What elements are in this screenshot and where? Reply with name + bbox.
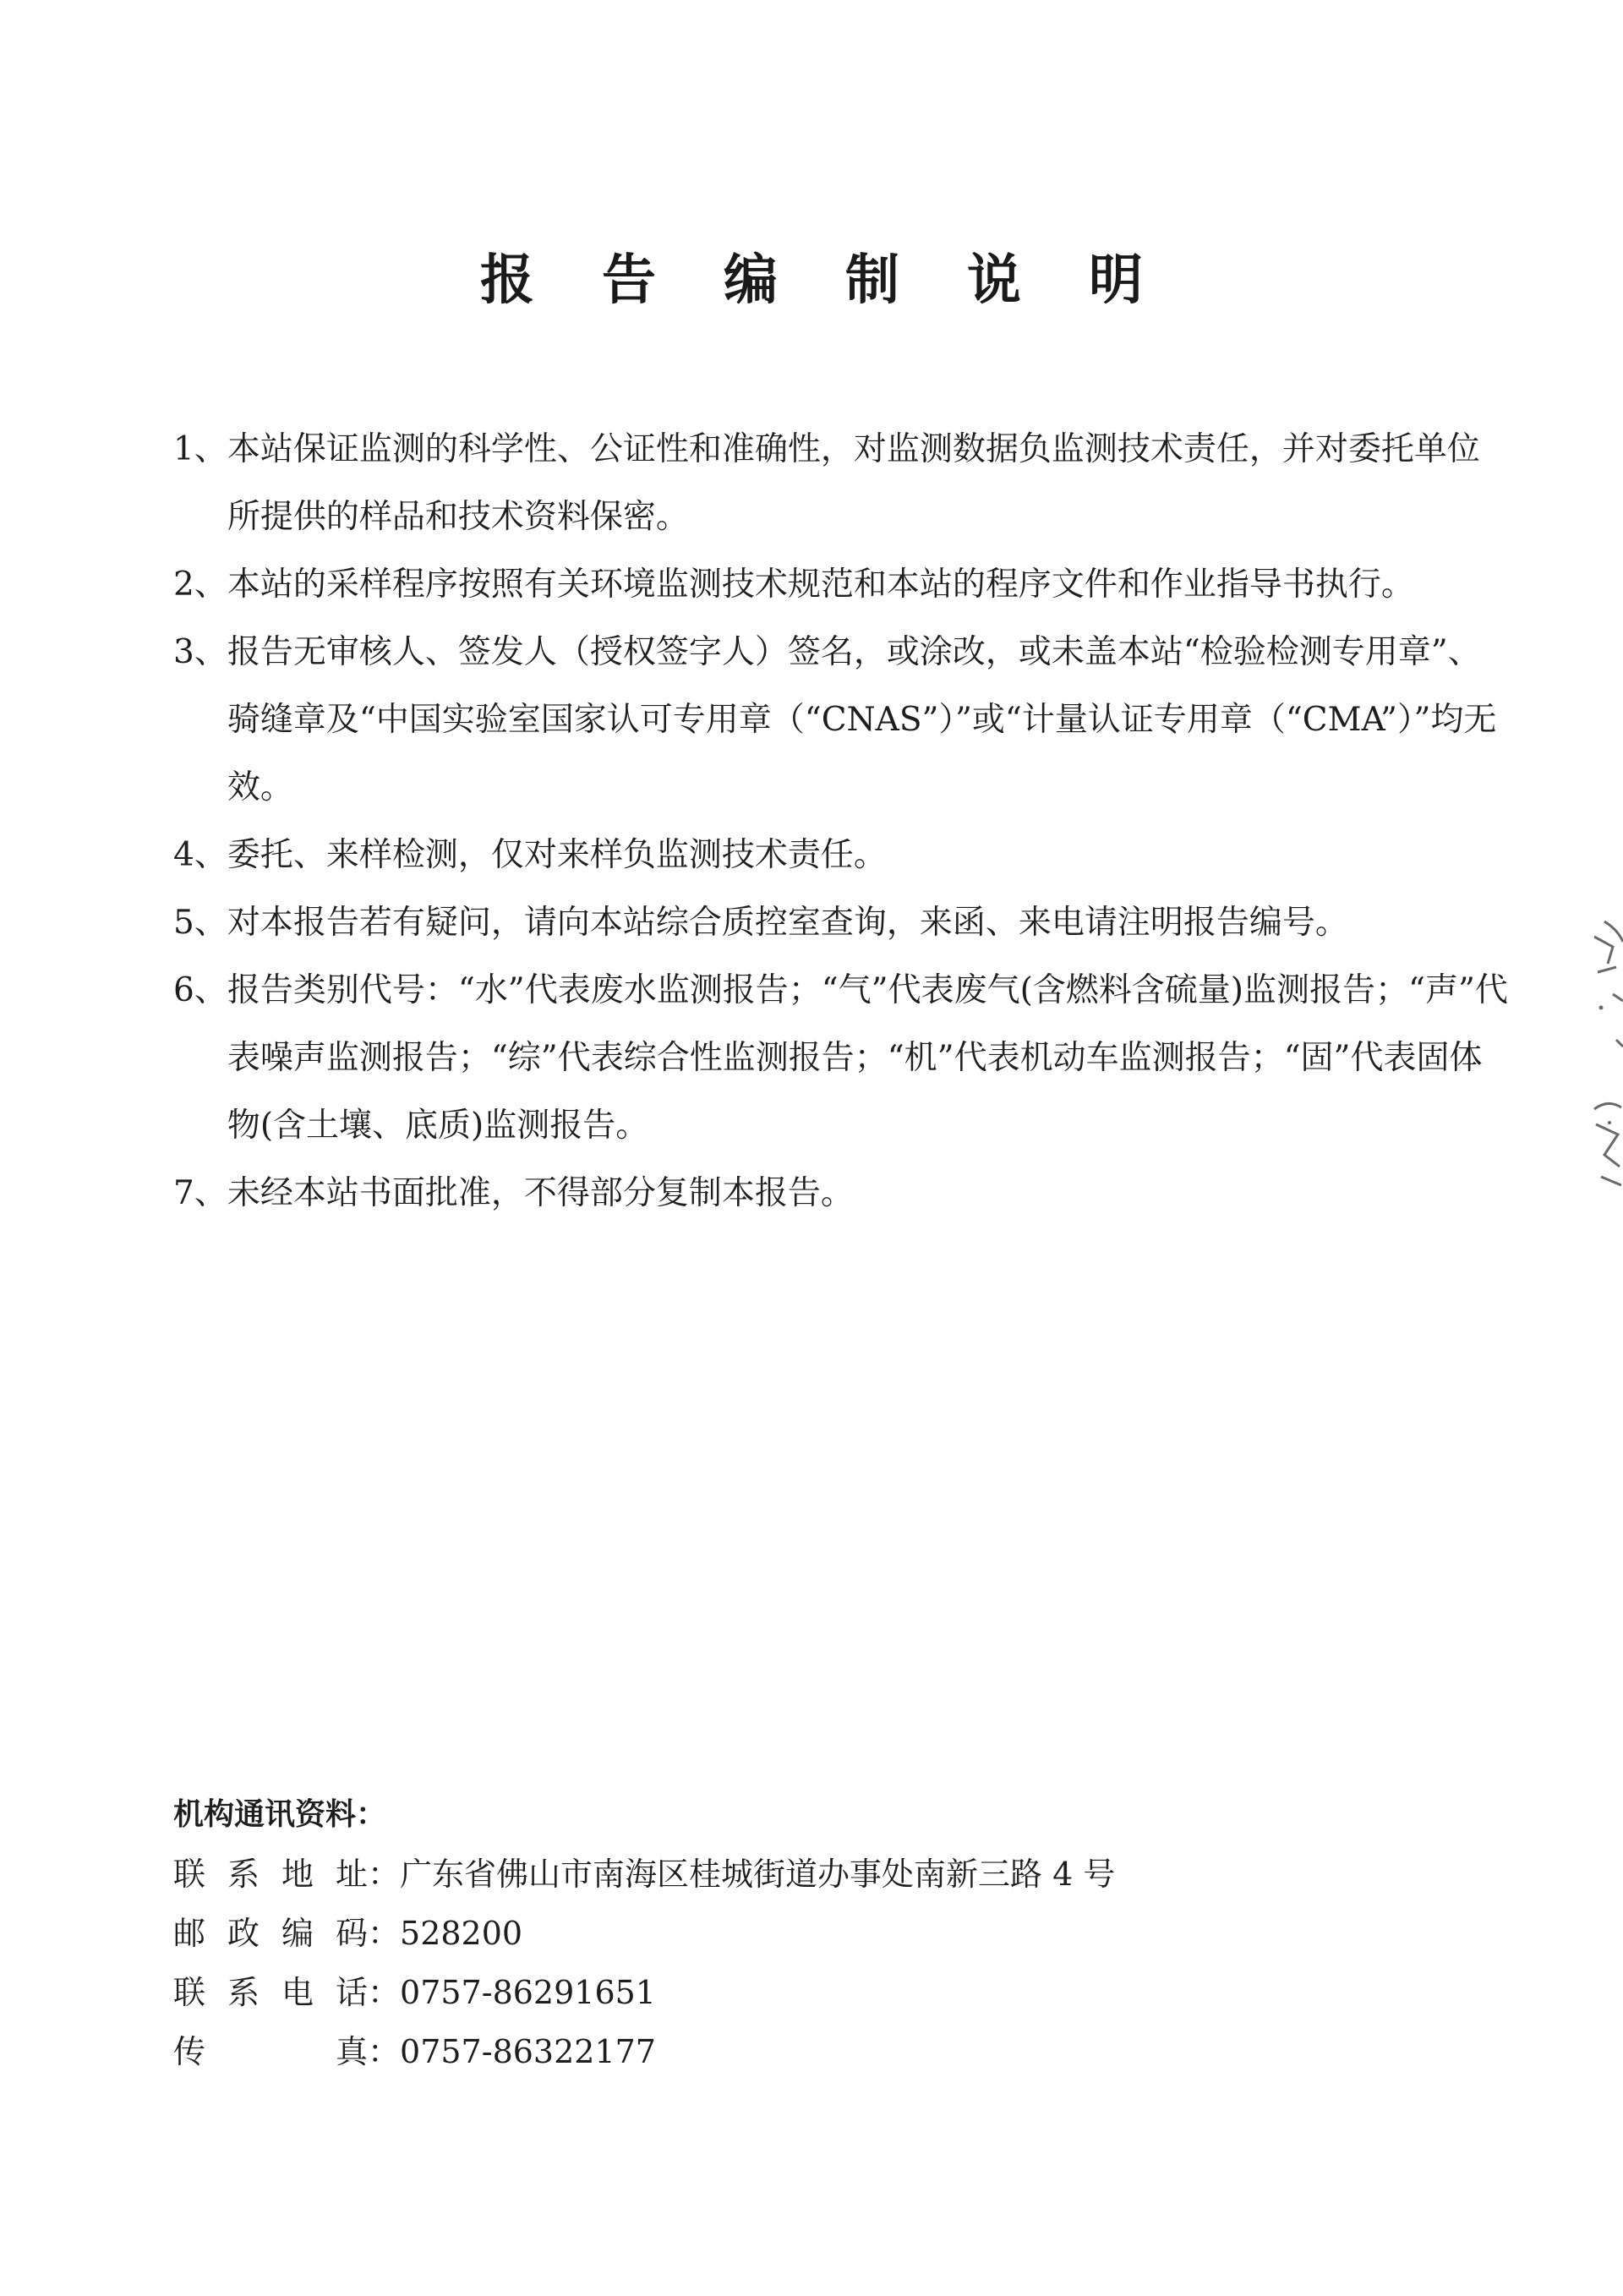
note-number: 6、 [173,971,227,1009]
note-item-4 [173,822,1509,889]
contact-separator: ： [368,1915,401,1952]
note-item-2 [173,551,1509,619]
contact-heading: 机构通讯资料： [173,1797,387,1832]
note-text: 报告类别代号：“水”代表废水监测报告；“气”代表废气(含燃料含硫量)监测报告；“声”代表噪声监测报告；“综”代表综合性监测报告；“机”代表机动车监测报告；“固”代表固体物(含土壤、底质)监测报告。 [227,971,1508,1145]
note-text: 报告无审核人、签发人（授权签字人）签名，或涂改，或未盖本站“检验检测专用章”、骑缝章及“中国实验室国家认可专用章（“CNAS”）”或“计量认证专用章（“CMA”）”均无效。 [227,633,1497,806]
contact-row-postcode [173,1904,1357,1963]
note-item-3 [173,619,1509,822]
contact-row-fax [173,2022,1357,2081]
contact-row-address [173,1845,1357,1904]
note-number: 5、 [173,904,227,942]
contact-value: 广东省佛山市南海区桂城街道办事处南新三路 4 号 [400,1856,1116,1893]
note-number: 3、 [173,633,227,671]
note-number: 7、 [173,1174,227,1212]
page-title: 报告编制说明 [480,249,1210,312]
note-text: 本站保证监测的科学性、公证性和准确性，对监测数据负监测技术责任，并对委托单位所提供的样品和技术资料保密。 [227,430,1480,536]
seam-stamp-fragment [1579,913,1623,1217]
notes-list [173,416,1509,1227]
contact-value: 0757-86322177 [400,2033,656,2070]
contact-section [173,1785,1357,2081]
note-text: 委托、来样检测，仅对来样负监测技术责任。 [227,836,887,874]
contact-label: 传真 [173,2033,368,2070]
note-item-5 [173,889,1509,957]
contact-label: 联系电话 [173,1974,368,2011]
note-item-1 [173,416,1509,551]
note-item-7 [173,1160,1509,1227]
contact-separator: ： [368,2033,401,2070]
contact-separator: ： [368,1856,401,1893]
note-number: 2、 [173,566,227,604]
contact-label: 邮政编码 [173,1915,368,1952]
contact-value: 528200 [400,1915,523,1952]
note-number: 1、 [173,430,227,468]
contact-value: 0757-86291651 [400,1974,656,2011]
contact-separator: ： [368,1974,401,2011]
contact-row-phone [173,1963,1357,2022]
note-text: 本站的采样程序按照有关环境监测技术规范和本站的程序文件和作业指导书执行。 [227,566,1414,604]
note-text: 对本报告若有疑问，请向本站综合质控室查询，来函、来电请注明报告编号。 [227,904,1348,942]
note-text: 未经本站书面批准，不得部分复制本报告。 [227,1174,854,1212]
contact-label: 联系地址 [173,1856,368,1893]
note-number: 4、 [173,836,227,874]
note-item-6 [173,957,1509,1160]
